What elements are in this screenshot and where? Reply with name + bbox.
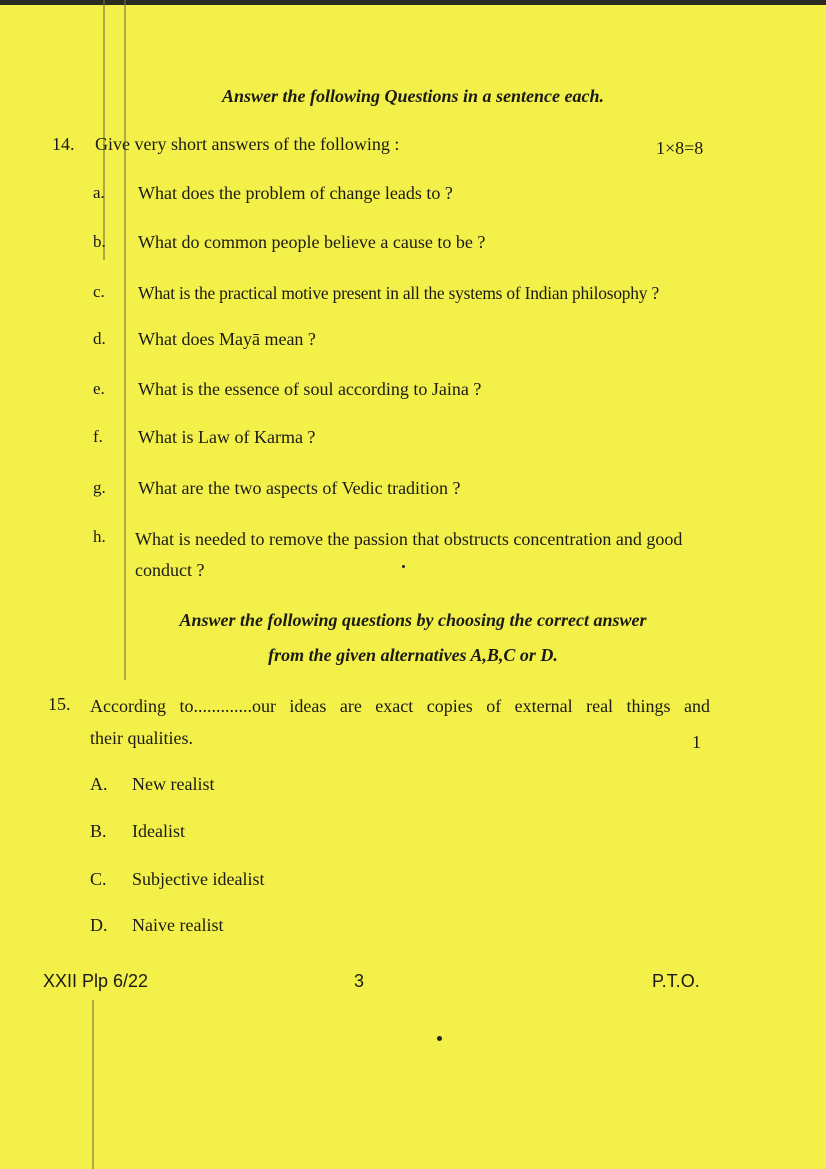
item-letter: h. [93, 527, 106, 546]
page-number: 3 [354, 971, 365, 991]
item-text: What is Law of Karma ? [138, 427, 316, 447]
item-text: What are the two aspects of Vedic tradition ? [138, 478, 461, 498]
option-letter: B. [90, 821, 107, 841]
item-letter: g. [93, 478, 106, 497]
section-heading: Answer the following questions by choosing the correct answer [179, 610, 647, 630]
option-text: Naive realist [132, 915, 224, 935]
margin-rule [103, 0, 105, 260]
section-heading: from the given alternatives A,B,C or D. [268, 645, 558, 665]
item-letter: f. [93, 427, 103, 446]
item-text: What is needed to remove the passion that obstructs concentration and good conduct ? [135, 529, 683, 580]
item-text: What do common people believe a cause to be ? [138, 232, 486, 252]
option-text: Subjective idealist [132, 869, 265, 889]
option-letter: D. [90, 915, 108, 935]
item-text: What is the practical motive present in all the systems of Indian philosophy ? [138, 283, 659, 303]
option-letter: A. [90, 774, 108, 794]
question-marks: 1 [692, 732, 701, 752]
item-text: What is the essence of soul according to Jaina ? [138, 379, 482, 399]
item-letter: a. [93, 183, 105, 202]
item-letter: e. [93, 379, 105, 398]
section-heading: Answer the following Questions in a sentence each. [221, 86, 605, 106]
item-letter: b. [93, 232, 106, 251]
question-text: their qualities. [90, 728, 193, 748]
paper-code: XXII Plp 6/22 [43, 971, 149, 991]
question-text: Give very short answers of the following : [95, 134, 400, 154]
pto-note: P.T.O. [652, 971, 700, 991]
option-text: Idealist [132, 821, 185, 841]
item-letter: d. [93, 329, 106, 348]
scan-speck [437, 1036, 442, 1041]
option-text: New realist [132, 774, 215, 794]
option-letter: C. [90, 869, 107, 889]
scan-speck [402, 565, 405, 568]
item-letter: c. [93, 282, 105, 301]
margin-rule [92, 1000, 94, 1169]
question-number: 14. [52, 134, 75, 154]
question-marks: 1×8=8 [656, 138, 704, 158]
item-text: What does the problem of change leads to ? [138, 183, 453, 203]
question-number: 15. [48, 694, 71, 714]
question-text: According to.............our ideas are exact copies of external real things and [90, 696, 710, 716]
item-text: What does Mayā mean ? [138, 329, 316, 349]
